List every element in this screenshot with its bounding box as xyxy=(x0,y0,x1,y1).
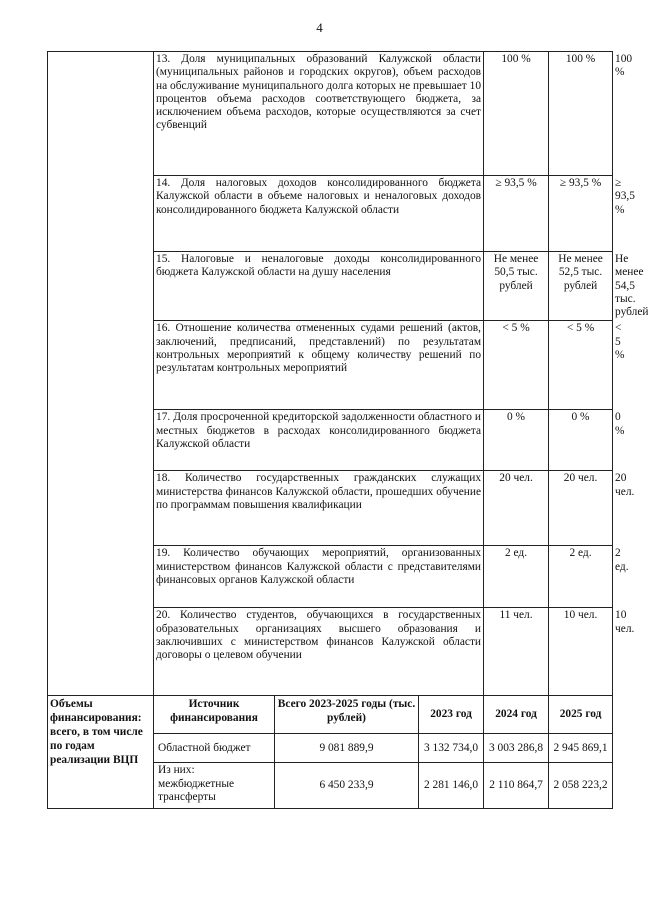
passport-table xyxy=(47,51,648,809)
indicator-value-2024: 10 чел. xyxy=(549,608,613,696)
indicator-text: 15. Налоговые и неналоговые доходы консолидированного бюджета Калужской области на душу населения xyxy=(154,252,484,321)
indicator-row: 18. Количество государственных гражданских служащих министерства финансов Калужской области, прошедших обучение по программам повышения квалификации 20 чел. 20 чел. 20 чел. xyxy=(48,471,613,546)
financing-year-2023-header: 2023 год xyxy=(419,696,484,734)
financing-total-header: Всего 2023-2025 годы (тыс. рублей) xyxy=(275,696,419,734)
financing-value-2024: 2 110 864,7 xyxy=(484,763,549,809)
financing-year-2025-header: 2025 год xyxy=(549,696,613,734)
indicator-value-2023: 0 % xyxy=(484,410,549,471)
financing-value-2023: 2 281 146,0 xyxy=(419,763,484,809)
indicator-value-2023: < 5 % xyxy=(484,321,549,410)
indicator-text: 18. Количество государственных гражданских служащих министерства финансов Калужской области, прошедших обучение по программам повышения квалификации xyxy=(154,471,484,546)
indicator-text: 19. Количество обучающих мероприятий, организованных министерством финансов Калужской области с представителями финансовых органов Калужской области xyxy=(154,546,484,608)
indicator-row: 16. Отношение количества отмененных судами решений (актов, заключений, предписаний, представлений) по результатам контрольных мероприятий к общему количеству решений по результатам контрольных мероприятий < 5 % < 5 % < 5 % xyxy=(48,321,613,410)
indicator-row: 15. Налоговые и неналоговые доходы консолидированного бюджета Калужской области на душу населения Не менее 50,5 тыс. рублей Не менее 52,5 тыс. рублей Не менее 54,5 тыс. рублей xyxy=(48,252,613,321)
financing-value-2025: 2 945 869,1 xyxy=(549,734,613,763)
indicator-text: 20. Количество студентов, обучающихся в государственных образовательных организациях высшего образования и заключивших с министерством финансов Калужской области договоры о целевом обучении xyxy=(154,608,484,696)
financing-label: Объемы финансирования: всего, в том числе по годам реализации ВЦП xyxy=(48,696,154,809)
indicator-value-2024: 2 ед. xyxy=(549,546,613,608)
indicator-value-2023: Не менее 50,5 тыс. рублей xyxy=(484,252,549,321)
indicator-row: 20. Количество студентов, обучающихся в государственных образовательных организациях высшего образования и заключивших с министерством финансов Калужской области договоры о целевом обучении 11 чел. 10 чел. 10 чел. xyxy=(48,608,613,696)
indicator-row: 14. Доля налоговых доходов консолидированного бюджета Калужской области в объеме налоговых и неналоговых доходов консолидированного бюджета Калужской области ≥ 93,5 % ≥ 93,5 % ≥ 93,5 % xyxy=(48,176,613,252)
indicator-value-2023: 100 % xyxy=(484,52,549,176)
indicator-value-2023: 11 чел. xyxy=(484,608,549,696)
indicator-row: 13. Доля муниципальных образований Калужской области (муниципальных районов и городских округов), объем расходов на обслуживание муниципального долга которых не превышает 10 процентов объема расходов соответствующего бюджета, за исключением объема расходов, которые осуществляются за счет субвенций 100 % 100 % 100 % xyxy=(48,52,613,176)
indicator-value-2024: < 5 % xyxy=(549,321,613,410)
financing-source-header: Источник финансирования xyxy=(154,696,275,734)
financing-header-row xyxy=(48,696,613,734)
indicator-value-2024: 100 % xyxy=(549,52,613,176)
indicator-row: 19. Количество обучающих мероприятий, организованных министерством финансов Калужской области с представителями финансовых органов Калужской области 2 ед. 2 ед. 2 ед. xyxy=(48,546,613,608)
indicator-value-2023: 2 ед. xyxy=(484,546,549,608)
indicator-value-2023: 20 чел. xyxy=(484,471,549,546)
financing-value-2023: 3 132 734,0 xyxy=(419,734,484,763)
indicator-text: 13. Доля муниципальных образований Калужской области (муниципальных районов и городских округов), объем расходов на обслуживание муниципального долга которых не превышает 10 процентов объема расходов соответствующего бюджета, за исключением объема расходов, которые осуществляются за счет субвенций xyxy=(154,52,484,176)
indicator-text: 16. Отношение количества отмененных судами решений (актов, заключений, предписаний, представлений) по результатам контрольных мероприятий к общему количеству решений по результатам контрольных мероприятий xyxy=(154,321,484,410)
indicator-value-2023: ≥ 93,5 % xyxy=(484,176,549,252)
empty-label-cell xyxy=(48,52,154,696)
indicator-text: 17. Доля просроченной кредиторской задолженности областного и местных бюджетов в расходах консолидированного бюджета Калужской области xyxy=(154,410,484,471)
financing-value-2025: 2 058 223,2 xyxy=(549,763,613,809)
financing-total: 9 081 889,9 xyxy=(275,734,419,763)
indicator-row: 17. Доля просроченной кредиторской задолженности областного и местных бюджетов в расходах консолидированного бюджета Калужской области 0 % 0 % 0 % xyxy=(48,410,613,471)
indicator-value-2024: 20 чел. xyxy=(549,471,613,546)
indicator-value-2024: Не менее 52,5 тыс. рублей xyxy=(549,252,613,321)
page-number: 4 xyxy=(316,20,323,35)
financing-total: 6 450 233,9 xyxy=(275,763,419,809)
financing-source: Из них: межбюджетные трансферты xyxy=(154,763,275,809)
financing-source: Областной бюджет xyxy=(154,734,275,763)
financing-value-2024: 3 003 286,8 xyxy=(484,734,549,763)
indicator-value-2024: 0 % xyxy=(549,410,613,471)
indicator-value-2024: ≥ 93,5 % xyxy=(549,176,613,252)
financing-year-2024-header: 2024 год xyxy=(484,696,549,734)
indicator-text: 14. Доля налоговых доходов консолидированного бюджета Калужской области в объеме налоговых и неналоговых доходов консолидированного бюджета Калужской области xyxy=(154,176,484,252)
